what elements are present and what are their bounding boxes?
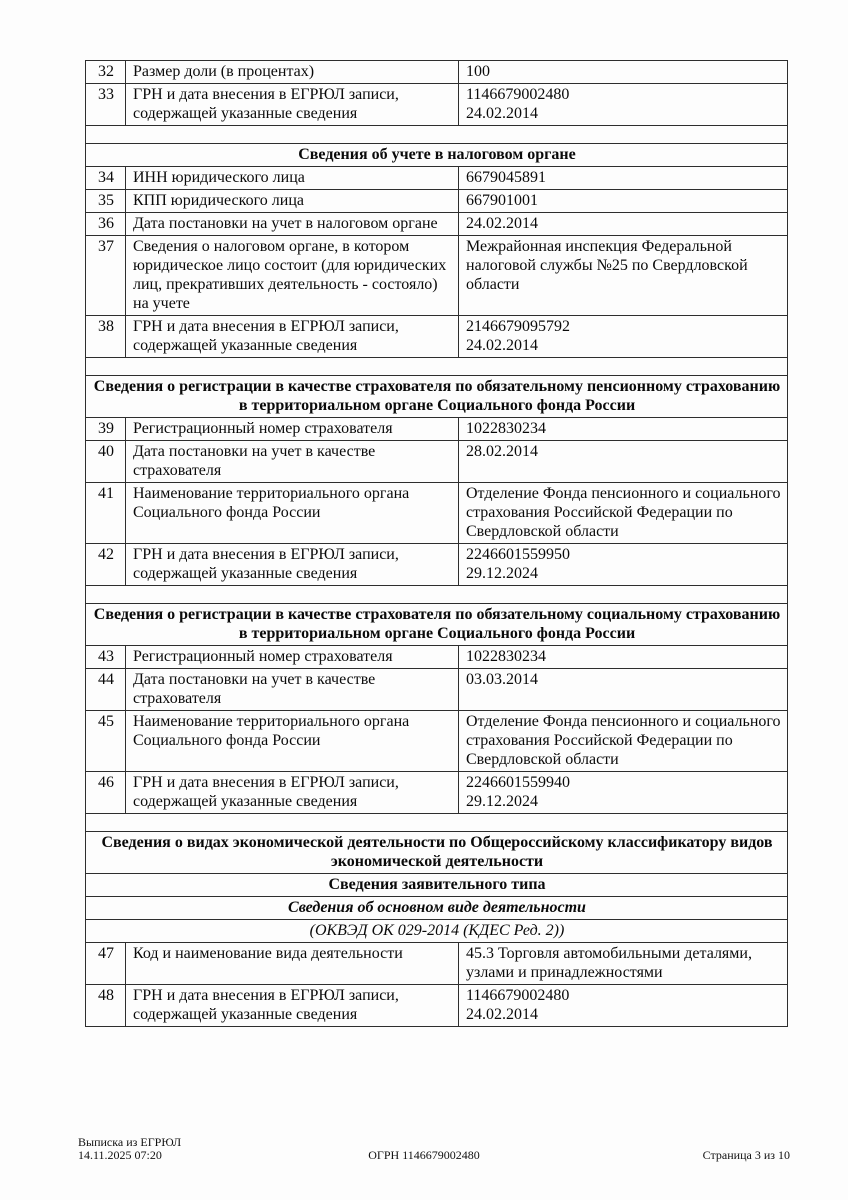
- table-row: [86, 483, 788, 544]
- table-row: [86, 441, 788, 483]
- value-line: 24.02.2014: [466, 215, 538, 232]
- row-label: ГРН и дата внесения в ЕГРЮЛ записи, содержащей указанные сведения: [126, 985, 459, 1027]
- row-number: 38: [86, 316, 126, 358]
- row-number: 39: [86, 418, 126, 441]
- section-header: Сведения заявительного типа: [86, 874, 788, 897]
- row-label: Дата постановки на учет в налоговом органе: [126, 213, 459, 236]
- row-label: Регистрационный номер страхователя: [126, 418, 459, 441]
- value-line: Межрайонная инспекция Федеральной налоговой службы №25 по Свердловской области: [466, 238, 748, 293]
- value-line: 100: [466, 63, 490, 80]
- row-number: 45: [86, 711, 126, 772]
- spacer-cell: [86, 358, 788, 376]
- row-label: ИНН юридического лица: [126, 167, 459, 190]
- table-row: [86, 167, 788, 190]
- value-line: 24.02.2014: [466, 337, 538, 354]
- table-row: [86, 943, 788, 985]
- table-row: [86, 646, 788, 669]
- table-row: [86, 213, 788, 236]
- row-number: 33: [86, 84, 126, 126]
- row-label: Дата постановки на учет в качестве страхователя: [126, 669, 459, 711]
- row-label: Сведения о налоговом органе, в котором юридическое лицо состоит (для юридических лиц, прекративших деятельность - состояло) на учете: [126, 236, 459, 316]
- spacer-row: [86, 358, 788, 376]
- row-value: [459, 544, 788, 586]
- row-value: [459, 316, 788, 358]
- row-number: 47: [86, 943, 126, 985]
- row-number: 42: [86, 544, 126, 586]
- row-label: ГРН и дата внесения в ЕГРЮЛ записи, содержащей указанные сведения: [126, 316, 459, 358]
- section-header: (ОКВЭД ОК 029-2014 (КДЕС Ред. 2)): [86, 920, 788, 943]
- row-number: 46: [86, 772, 126, 814]
- section-header: Сведения об учете в налоговом органе: [86, 144, 788, 167]
- value-line: 28.02.2014: [466, 443, 538, 460]
- value-line: 1022830234: [466, 420, 546, 437]
- row-value: [459, 213, 788, 236]
- section-header-row: [86, 920, 788, 943]
- table-row: [86, 711, 788, 772]
- section-header-row: [86, 832, 788, 874]
- row-value: [459, 84, 788, 126]
- row-label: КПП юридического лица: [126, 190, 459, 213]
- section-header-row: [86, 376, 788, 418]
- footer-timestamp: 14.11.2025 07:20: [78, 1148, 162, 1162]
- egrul-table: [85, 60, 788, 1027]
- section-header-row: [86, 604, 788, 646]
- row-number: 36: [86, 213, 126, 236]
- spacer-cell: [86, 126, 788, 144]
- table-row: [86, 61, 788, 84]
- row-number: 32: [86, 61, 126, 84]
- row-value: [459, 985, 788, 1027]
- row-number: 40: [86, 441, 126, 483]
- row-value: [459, 483, 788, 544]
- section-header-row: [86, 897, 788, 920]
- spacer-cell: [86, 586, 788, 604]
- row-label: ГРН и дата внесения в ЕГРЮЛ записи, содержащей указанные сведения: [126, 772, 459, 814]
- section-header: Сведения о регистрации в качестве страхователя по обязательному пенсионному страхованию в территориальном органе Социального фонда России: [86, 376, 788, 418]
- footer-page-number: Страница 3 из 10: [702, 1148, 790, 1162]
- spacer-cell: [86, 814, 788, 832]
- value-line: 667901001: [466, 192, 538, 209]
- value-line: 45.3 Торговля автомобильными деталями, узлами и принадлежностями: [466, 945, 752, 981]
- value-line: 29.12.2024: [466, 565, 538, 582]
- table-row: [86, 190, 788, 213]
- table-row: [86, 669, 788, 711]
- section-header: Сведения о регистрации в качестве страхователя по обязательному социальному страхованию в территориальном органе Социального фонда России: [86, 604, 788, 646]
- value-line: 24.02.2014: [466, 1006, 538, 1023]
- section-header: Сведения об основном виде деятельности: [86, 897, 788, 920]
- footer-document-type: Выписка из ЕГРЮЛ: [78, 1135, 182, 1149]
- value-line: 24.02.2014: [466, 105, 538, 122]
- value-line: 03.03.2014: [466, 671, 538, 688]
- row-number: 34: [86, 167, 126, 190]
- row-label: Наименование территориального органа Социального фонда России: [126, 483, 459, 544]
- table-row: [86, 772, 788, 814]
- row-label: Регистрационный номер страхователя: [126, 646, 459, 669]
- row-label: Размер доли (в процентах): [126, 61, 459, 84]
- row-number: 44: [86, 669, 126, 711]
- row-value: [459, 418, 788, 441]
- row-value: [459, 61, 788, 84]
- table-row: [86, 236, 788, 316]
- row-number: 43: [86, 646, 126, 669]
- value-line: 1146679002480: [466, 86, 570, 103]
- value-line: 1022830234: [466, 648, 546, 665]
- value-line: Отделение Фонда пенсионного и социального страхования Российской Федерации по Свердловской области: [466, 713, 781, 768]
- row-value: [459, 943, 788, 985]
- table-row: [86, 544, 788, 586]
- row-label: ГРН и дата внесения в ЕГРЮЛ записи, содержащей указанные сведения: [126, 544, 459, 586]
- row-value: [459, 190, 788, 213]
- value-line: 2146679095792: [466, 318, 570, 335]
- row-value: [459, 236, 788, 316]
- row-value: [459, 711, 788, 772]
- spacer-row: [86, 814, 788, 832]
- value-line: Отделение Фонда пенсионного и социального страхования Российской Федерации по Свердловской области: [466, 485, 781, 540]
- row-label: Наименование территориального органа Социального фонда России: [126, 711, 459, 772]
- row-number: 35: [86, 190, 126, 213]
- table-row: [86, 316, 788, 358]
- value-line: 2246601559940: [466, 774, 570, 791]
- value-line: 2246601559950: [466, 546, 570, 563]
- row-value: [459, 167, 788, 190]
- row-value: [459, 669, 788, 711]
- table-row: [86, 418, 788, 441]
- row-value: [459, 772, 788, 814]
- value-line: 1146679002480: [466, 987, 570, 1004]
- egrul-table-body: [86, 61, 788, 1027]
- row-label: Код и наименование вида деятельности: [126, 943, 459, 985]
- section-header-row: [86, 144, 788, 167]
- row-number: 41: [86, 483, 126, 544]
- row-number: 37: [86, 236, 126, 316]
- footer-ogrn: ОГРН 1146679002480: [368, 1148, 480, 1162]
- row-label: Дата постановки на учет в качестве страхователя: [126, 441, 459, 483]
- row-value: [459, 441, 788, 483]
- section-header: Сведения о видах экономической деятельности по Общероссийскому классификатору видов экономической деятельности: [86, 832, 788, 874]
- row-number: 48: [86, 985, 126, 1027]
- spacer-row: [86, 586, 788, 604]
- value-line: 29.12.2024: [466, 793, 538, 810]
- row-label: ГРН и дата внесения в ЕГРЮЛ записи, содержащей указанные сведения: [126, 84, 459, 126]
- row-value: [459, 646, 788, 669]
- spacer-row: [86, 126, 788, 144]
- table-row: [86, 84, 788, 126]
- section-header-row: [86, 874, 788, 897]
- table-row: [86, 985, 788, 1027]
- value-line: 6679045891: [466, 169, 546, 186]
